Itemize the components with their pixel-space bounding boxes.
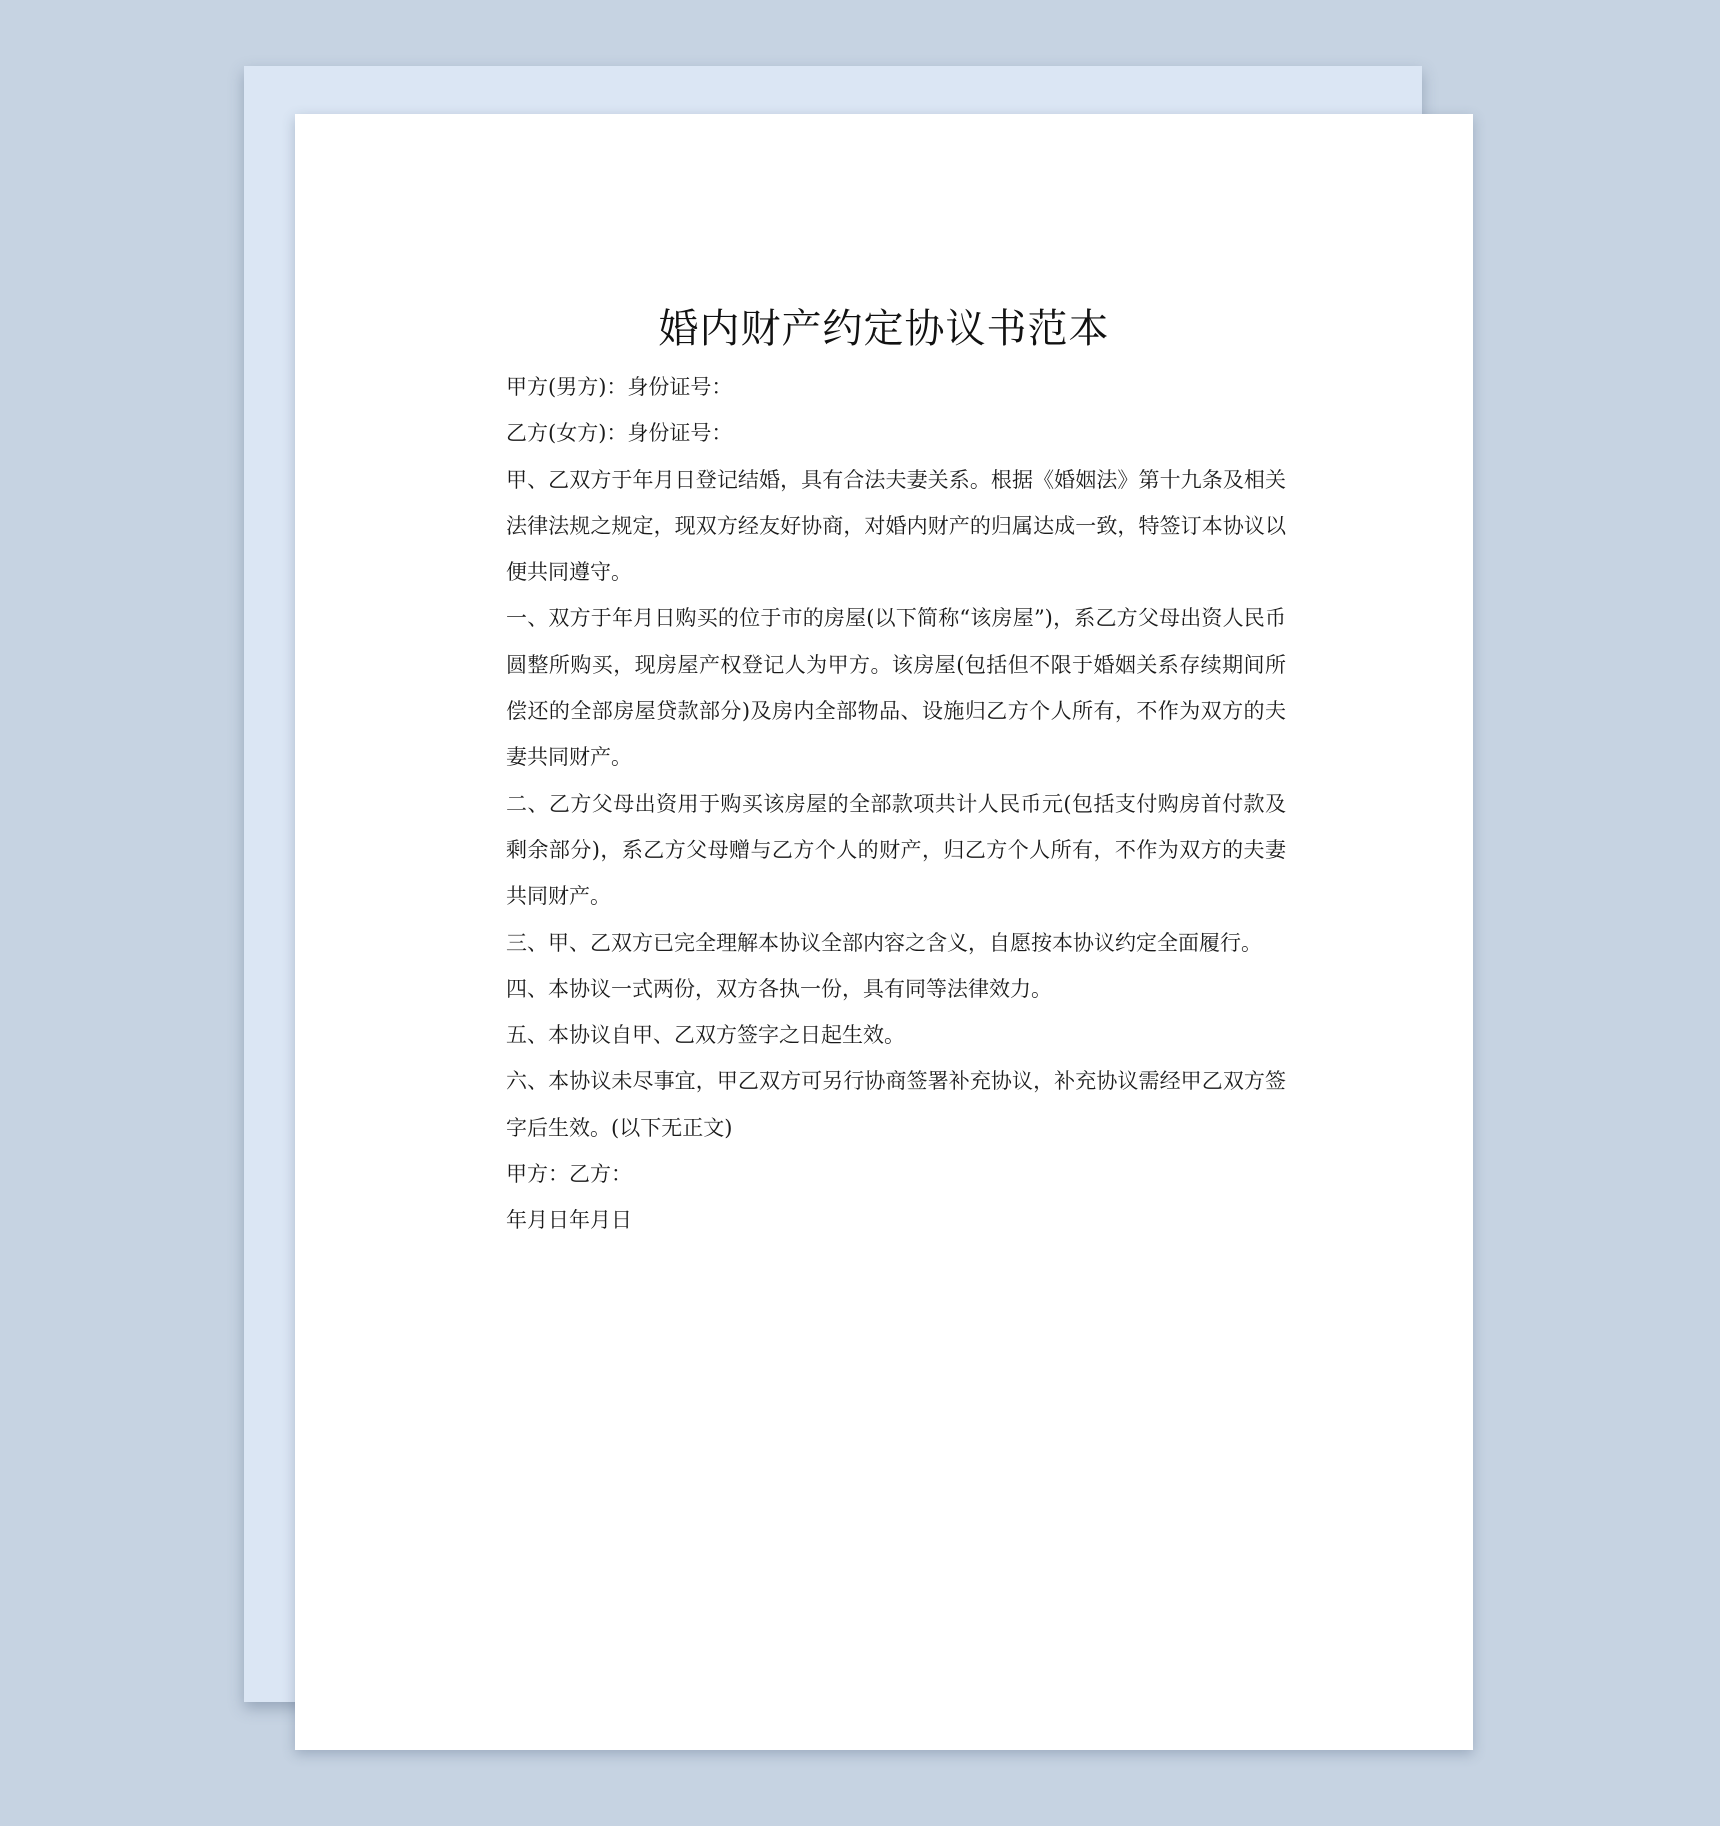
- clause-2: 二、乙方父母出资用于购买该房屋的全部款项共计人民币元(包括支付购房首付款及剩余部分)，系乙方父母赠与乙方个人的财产，归乙方个人所有，不作为双方的夫妻共同财产。: [506, 791, 1286, 909]
- preamble-paragraph: 甲、乙双方于年月日登记结婚，具有合法夫妻关系。根据《婚姻法》第十九条及相关法律法规之规定，现双方经友好协商，对婚内财产的归属达成一致，特签订本协议以便共同遵守。: [506, 467, 1286, 585]
- document-title: 婚内财产约定协议书范本: [658, 306, 1110, 352]
- clause-5: 五、本协议自甲、乙双方签字之日起生效。: [506, 1023, 905, 1048]
- clause-6: 六、本协议未尽事宜，甲乙双方可另行协商签署补充协议，补充协议需经甲乙双方签字后生效。(以下无正文): [506, 1069, 1286, 1140]
- document-page: [295, 114, 1473, 1750]
- clause-4: 四、本协议一式两份，双方各执一份，具有同等法律效力。: [506, 976, 1052, 1001]
- party-a-line: 甲方(男方)：身份证号：: [506, 375, 733, 399]
- signature-line: 甲方：乙方：: [506, 1162, 632, 1187]
- clause-3: 三、甲、乙双方已完全理解本协议全部内容之含义，自愿按本协议约定全面履行。: [506, 930, 1262, 955]
- date-line: 年月日年月日: [506, 1208, 632, 1233]
- party-b-line: 乙方(女方)：身份证号：: [506, 421, 733, 446]
- document-body: [506, 364, 1286, 1244]
- clause-1: 一、双方于年月日购买的位于市的房屋(以下简称“该房屋”)，系乙方父母出资人民币圆整所购买，现房屋产权登记人为甲方。该房屋(包括但不限于婚姻关系存续期间所偿还的全部房屋贷款部分)及房内全部物品、设施归乙方个人所有，不作为双方的夫妻共同财产。: [506, 606, 1286, 770]
